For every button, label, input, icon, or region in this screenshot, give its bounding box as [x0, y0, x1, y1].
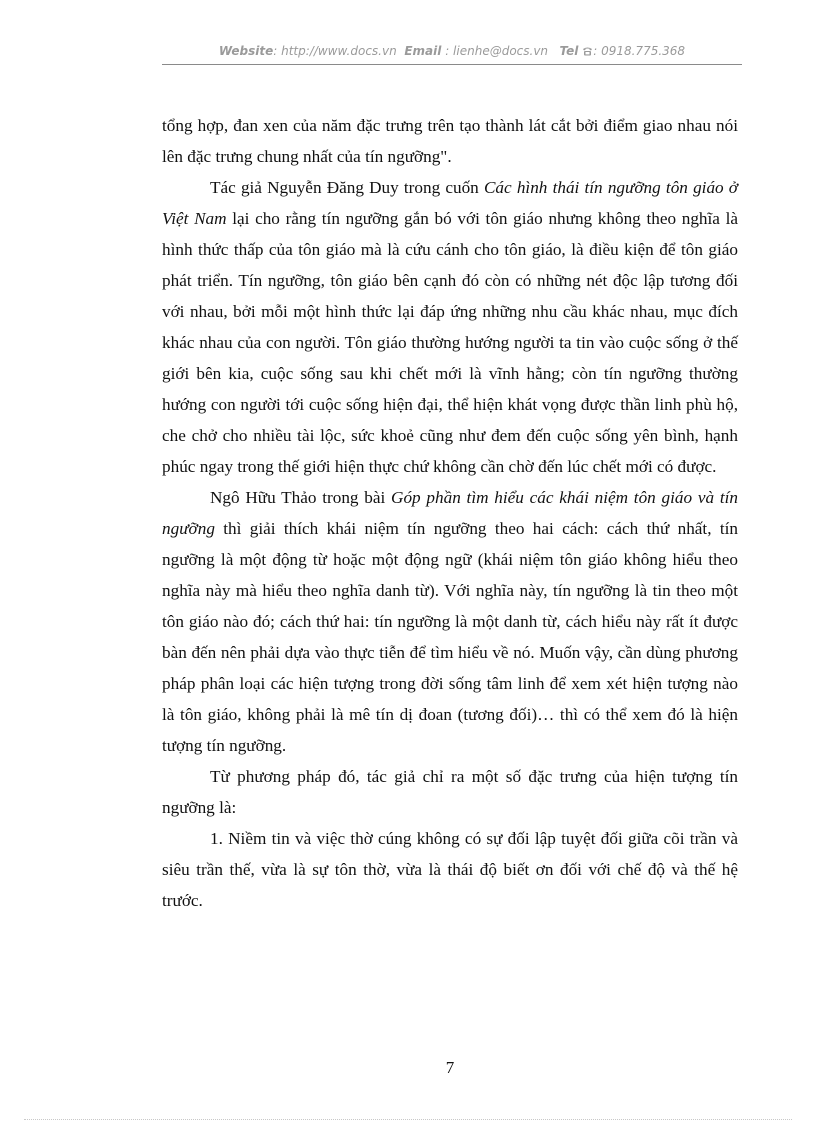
paragraph-4: Từ phương pháp đó, tác giả chỉ ra một số đặc trưng của hiện tượng tín ngưỡng là: [162, 767, 738, 817]
paragraph-1: tổng hợp, đan xen của năm đặc trưng trên tạo thành lát cắt bởi điểm giao nhau nói lên đặc trưng chung nhất của tín ngưỡng". [162, 116, 738, 166]
article-title: Góp phần tìm hiểu các khái niệm tôn giáo và tín ngưỡng [162, 488, 738, 538]
paragraph-2 [162, 172, 738, 482]
page-number: 7 [445, 1058, 455, 1077]
paragraph-2-text-end: lại cho rằng tín ngưỡng gắn bó với tôn giáo nhưng không theo nghĩa là hình thức thấp của tôn giáo mà là cứu cánh cho tôn giáo, là điều kiện để tôn giáo phát triển. Tín ngưỡng, tôn giáo bên cạnh đó còn có những nét độc lập tương đối với nhau, bởi mỗi một hình thức lại đáp ứng những nhu cầu khác nhau, mục đích khác nhau của con người. Tôn giáo thường hướng người ta tin vào cuộc sống ở thế giới bên kia, cuộc sống sau khi chết mới là vĩnh hằng; còn tín ngưỡng thường hướng con người tới cuộc sống hiện đại, thể hiện khát vọng được thần linh phù hộ, che chở cho nhiều tài lộc, sức khoẻ cũng như đem đến cuộc sống yên bình, hạnh phúc ngay trong thế giới hiện thực chứ không cần chờ đến lúc chết mới có được. [162, 209, 738, 476]
paragraph-3 [162, 482, 738, 761]
website-value: : http://www.docs.vn [273, 44, 397, 58]
list-item-1: 1. Niềm tin và việc thờ cúng không có sự đối lập tuyệt đối giữa cõi trần và siêu trần thế, vừa là sự tôn thờ, vừa là thái độ biết ơn đối với chế độ và thế hệ trước. [162, 829, 738, 910]
phone-icon [582, 44, 593, 58]
book-title: Các hình thái tín ngưỡng tôn giáo ở Việt Nam [162, 178, 738, 228]
paragraph-3-text-end: thì giải thích khái niệm tín ngưỡng theo hai cách: cách thứ nhất, tín ngưỡng là một động từ hoặc một động ngữ (khái niệm tôn giáo không hiểu theo nghĩa này mà hiểu theo nghĩa danh từ). Với nghĩa này, tín ngưỡng là tin theo một tôn giáo nào đó; cách thứ hai: tín ngưỡng là một danh từ, cách hiểu này rất ít được bàn đến nên phải dựa vào thực tiễn để tìm hiểu về nó. Muốn vậy, cần dùng phương pháp phân loại các hiện tượng trong đời sống tâm linh để xem xét hiện tượng nào là tôn giáo, không phải là mê tín dị đoan (tương đối)… thì có thể xem đó là hiện tượng tín ngưỡng. [162, 519, 738, 755]
email-value: : lienhe@docs.vn [445, 44, 549, 58]
body-text [162, 110, 738, 916]
paragraph-2-text-start: Tác giả Nguyễn Đăng Duy trong cuốn [210, 178, 484, 197]
page-header [162, 44, 742, 58]
tel-value: : 0918.775.368 [593, 44, 686, 58]
bottom-dotted-rule [24, 1119, 792, 1120]
website-label: Website [218, 44, 274, 58]
paragraph-3-text-start: Ngô Hữu Thảo trong bài [210, 488, 392, 507]
tel-label: Tel [559, 44, 579, 58]
header-rule [162, 64, 742, 65]
email-label: Email [404, 44, 442, 58]
